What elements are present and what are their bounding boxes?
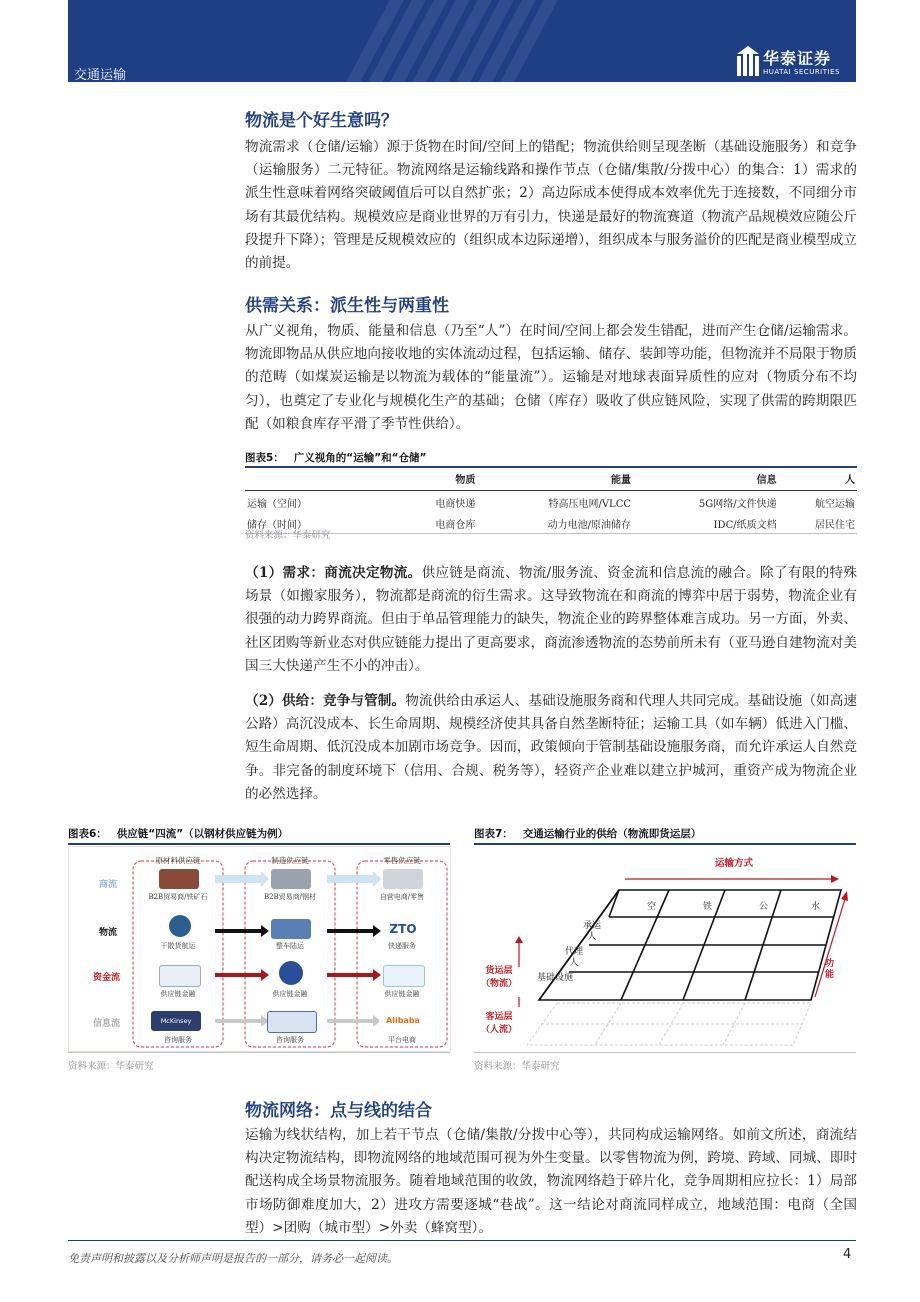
- table-cell: 运输（空间）: [247, 499, 307, 510]
- fig7-bottom-rule: [474, 1052, 856, 1053]
- demand-text: 供应链是商流、物流/服务流、资金流和信息流的融合。除了有限的特殊场景（如搬家服务），物流都是商流的衍生需求。这导致物流在和商流的博弈中居于弱势，物流企业有很强的动力跨界商流。但由于单品管理能力的缺失，物流企业的跨界整体难言成功。另一方面，外卖、社区团购等新业态对供应链能力提出了更高要求，商流渗透物流的态势前所未有（亚马逊自建物流对美国三大快递产生不小的冲击）。: [245, 565, 858, 674]
- fig7-row-label: 代理人: [564, 947, 583, 968]
- fig7-freight-label: 货运层 （物流）: [480, 966, 517, 989]
- fig6-cell: 平台电商: [388, 1036, 416, 1044]
- table-cell: 储存（时间）: [245, 512, 399, 534]
- fig6-row-label: 资金流: [93, 973, 121, 983]
- fig6-title: 图表6： 供应链“四流”（以钢材供应链为例）: [68, 828, 289, 840]
- bank-logo-icon: [279, 961, 303, 985]
- fig7-col-head: 空: [647, 902, 657, 912]
- fig5-top-rule: [245, 466, 857, 468]
- paragraph-demand: [245, 562, 857, 678]
- table-cell: 电商仓库: [399, 512, 477, 534]
- footer-rule: [68, 1240, 856, 1241]
- fig5-title: 图表5： 广义视角的“运输”和“仓储”: [245, 452, 427, 464]
- fig7-svg: [475, 847, 856, 1051]
- fig6-cell: 供应链金融: [160, 990, 196, 998]
- supply-text: 物流供给由承运人、基础设施服务商和代理人共同完成。基础设施（如高速公路）高沉没成本、长生命周期、规模经济使其具备自然垄断特征；运输工具（如车辆）低进入门槛、短生命周期、低沉没成本加剧市场竞争。因而，政策倾向于管制基础设施服务商，而允许承运人自然竞争。非完备的制度环境下（信用、合规、税务等），轻资产企业难以建立护城河，重资产成为物流企业的必然选择。: [245, 693, 857, 802]
- table-cell: 居民住宅: [779, 512, 857, 534]
- transport-mode-arrow: [625, 875, 839, 883]
- fig6-col-head: 原材料供应链: [155, 856, 201, 865]
- fig7-top-label: 运输方式: [715, 858, 754, 869]
- fig6-bottom-rule: [68, 1052, 450, 1053]
- huatai-mark-icon: [737, 46, 759, 76]
- fig6-row-label: 物流: [99, 928, 118, 938]
- bank-logo-icon: [159, 965, 201, 987]
- section-title-1: 物流是个好生意吗？: [245, 111, 398, 131]
- fig7-title: 图表7： 交通运输行业的供给（物流即货运层）: [474, 828, 702, 840]
- passenger-grid: [527, 1003, 811, 1045]
- fig6-col-head: 制造供应链: [271, 856, 309, 865]
- table-cell: 航空运输: [815, 499, 855, 510]
- fig6-cell: 供应链金融: [272, 990, 308, 998]
- alibaba-logo-icon: Alibaba: [379, 1011, 427, 1031]
- fig6-cell: 快递服务: [388, 942, 416, 950]
- paragraph-2: 从广义视角，物质、能量和信息（乃至“人”）在时间/空间上都会发生错配，进而产生仓储/运输需求。物流即物品从供应地向接收地的实体流动过程，包括运输、储存、装卸等功能，但物流并不局限于物质的范畴（如煤炭运输是以物流为载体的“能量流”）。运输是对地球表面异质性的应对（物质分布不均匀），也奠定了专业化与规模化生产的基础；仓储（库存）吸收了供应链风险，实现了供需的跨期限匹配（如粮食库存平滑了季节性供给）。: [245, 323, 857, 432]
- fig6-cell: 咨询服务: [164, 1036, 192, 1044]
- fig7-passenger-label: 客运层 （人流）: [480, 1012, 517, 1035]
- table-row: [245, 491, 857, 513]
- fig6-diagram: [68, 846, 451, 1052]
- truck-icon: [271, 919, 311, 939]
- logo-text-en: HUATAI SECURITIES: [763, 68, 840, 76]
- fig7-diagram: [474, 846, 857, 1052]
- fig7-top-rule: [474, 843, 856, 845]
- table-cell: 动力电池/原油储存: [477, 512, 633, 534]
- fig6-cell: 整车陆运: [276, 942, 304, 950]
- table-cell: 5G网络/文件快递: [698, 499, 777, 510]
- paragraph-3: 运输为线状结构，加上若干节点（仓储/集散/分拨中心等），共同构成运输网络。如前文所述，商流结构决定物流结构，即物流网络的地域范围可视为外生变量。以零售物流为例，跨境、跨域、同城、即时配送构成全场景物流服务。随着地域范围的收敛，物流网络趋于碎片化，竞争周期相应拉长：1）局部市场防御难度加大，2）进攻方需要逐城“巷战”。这一结论对商流同样成立，地域范围：电商（全国型）>团购（城市型）>外卖（蜂窝型）。: [245, 1127, 857, 1236]
- demand-lead: （1）需求：商流决定物流。: [245, 565, 422, 581]
- table-header-cell: 能量: [477, 470, 633, 491]
- steel-icon: [271, 869, 311, 889]
- fig5-table: [245, 470, 857, 534]
- table-row: [245, 512, 857, 534]
- shipping-icon: [169, 915, 191, 937]
- logo-text-cn: 华泰证券: [763, 49, 832, 68]
- fig7-col-head: 铁: [703, 902, 713, 912]
- fig7-row-label: 基础设施: [537, 973, 574, 983]
- page-number: 4: [843, 1247, 852, 1262]
- freight-grid: [539, 890, 841, 1000]
- consulting-logo-icon: [267, 1011, 317, 1033]
- table-header-cell: 物质: [399, 470, 477, 491]
- fig6-top-rule: [68, 843, 450, 845]
- fig6-source: 资料来源：华泰研究: [68, 1061, 154, 1072]
- fig6-row-label: 商流: [99, 880, 118, 890]
- fig7-row-label: 承运人: [582, 921, 601, 942]
- fig6-cell: 咨询服务: [276, 1036, 304, 1044]
- fig7-col-head: 水: [811, 902, 821, 912]
- supply-lead: （2）供给：竞争与管制。: [245, 693, 406, 709]
- paragraph-supply: [245, 690, 857, 806]
- footer-disclaimer: 免责声明和披露以及分析师声明是报告的一部分，请务必一起阅读。: [68, 1252, 398, 1265]
- fig6-cell: B2B贸易商/钢材: [263, 893, 317, 901]
- section-title-2: 供需关系：派生性与两重性: [245, 296, 449, 316]
- fig6-row-label: 信息流: [93, 1019, 121, 1029]
- zto-logo-icon: ZTO: [383, 919, 423, 939]
- section-label: 交通运输: [74, 68, 127, 83]
- fig7-source: 资料来源：华泰研究: [474, 1061, 560, 1072]
- retail-steel-icon: [383, 869, 423, 889]
- fig6-cell: 干散货航运: [160, 942, 196, 950]
- fig6-cell: B2B贸易商/铁矿石: [148, 893, 208, 901]
- table-cell: 特高压电网/VLCC: [548, 499, 632, 510]
- fig7-col-head: 公: [759, 902, 769, 912]
- finance-logo-icon: [383, 965, 425, 987]
- huatai-logo: [737, 46, 851, 78]
- iron-ore-icon: [159, 869, 199, 889]
- table-header-cell: 人: [779, 470, 857, 491]
- fig6-cell: 自营电商/零售: [379, 893, 425, 901]
- table-header-row: [245, 470, 857, 491]
- fig5-source: 资料来源：华泰研究: [245, 530, 331, 541]
- fig7-side-label: 功能: [825, 959, 835, 980]
- paragraph-1: 物流需求（仓储/运输）源于货物在时间/空间上的错配；物流供给则呈现垄断（基础设施服务）和竞争（运输服务）二元特征。物流网络是运输线路和操作节点（仓储/集散/分拨中心）的集合：1）需求的派生性意味着网络突破阈值后可以自然扩张；2）高边际成本使得成本效率优先于连接数，不同细分市场有其最优结构。规模效应是商业世界的万有引力，快递是最好的物流赛道（物流产品规模效应随公斤段提升下降）；管理是反规模效应的（组织成本边际递增），组织成本与服务溢价的匹配是商业模型成立的前提。: [245, 139, 857, 272]
- table-cell: IDC/纸质文档: [633, 512, 779, 534]
- fig6-cell: 供应链金融: [384, 990, 420, 998]
- table-header-cell: [245, 470, 399, 491]
- fig6-col-head: 零售供应链: [383, 856, 421, 865]
- table-cell: 电商快递: [435, 499, 476, 510]
- table-header-cell: 信息: [633, 470, 779, 491]
- mckinsey-logo-icon: McKinsey: [151, 1011, 201, 1031]
- section-title-3: 物流网络：点与线的结合: [245, 1101, 432, 1121]
